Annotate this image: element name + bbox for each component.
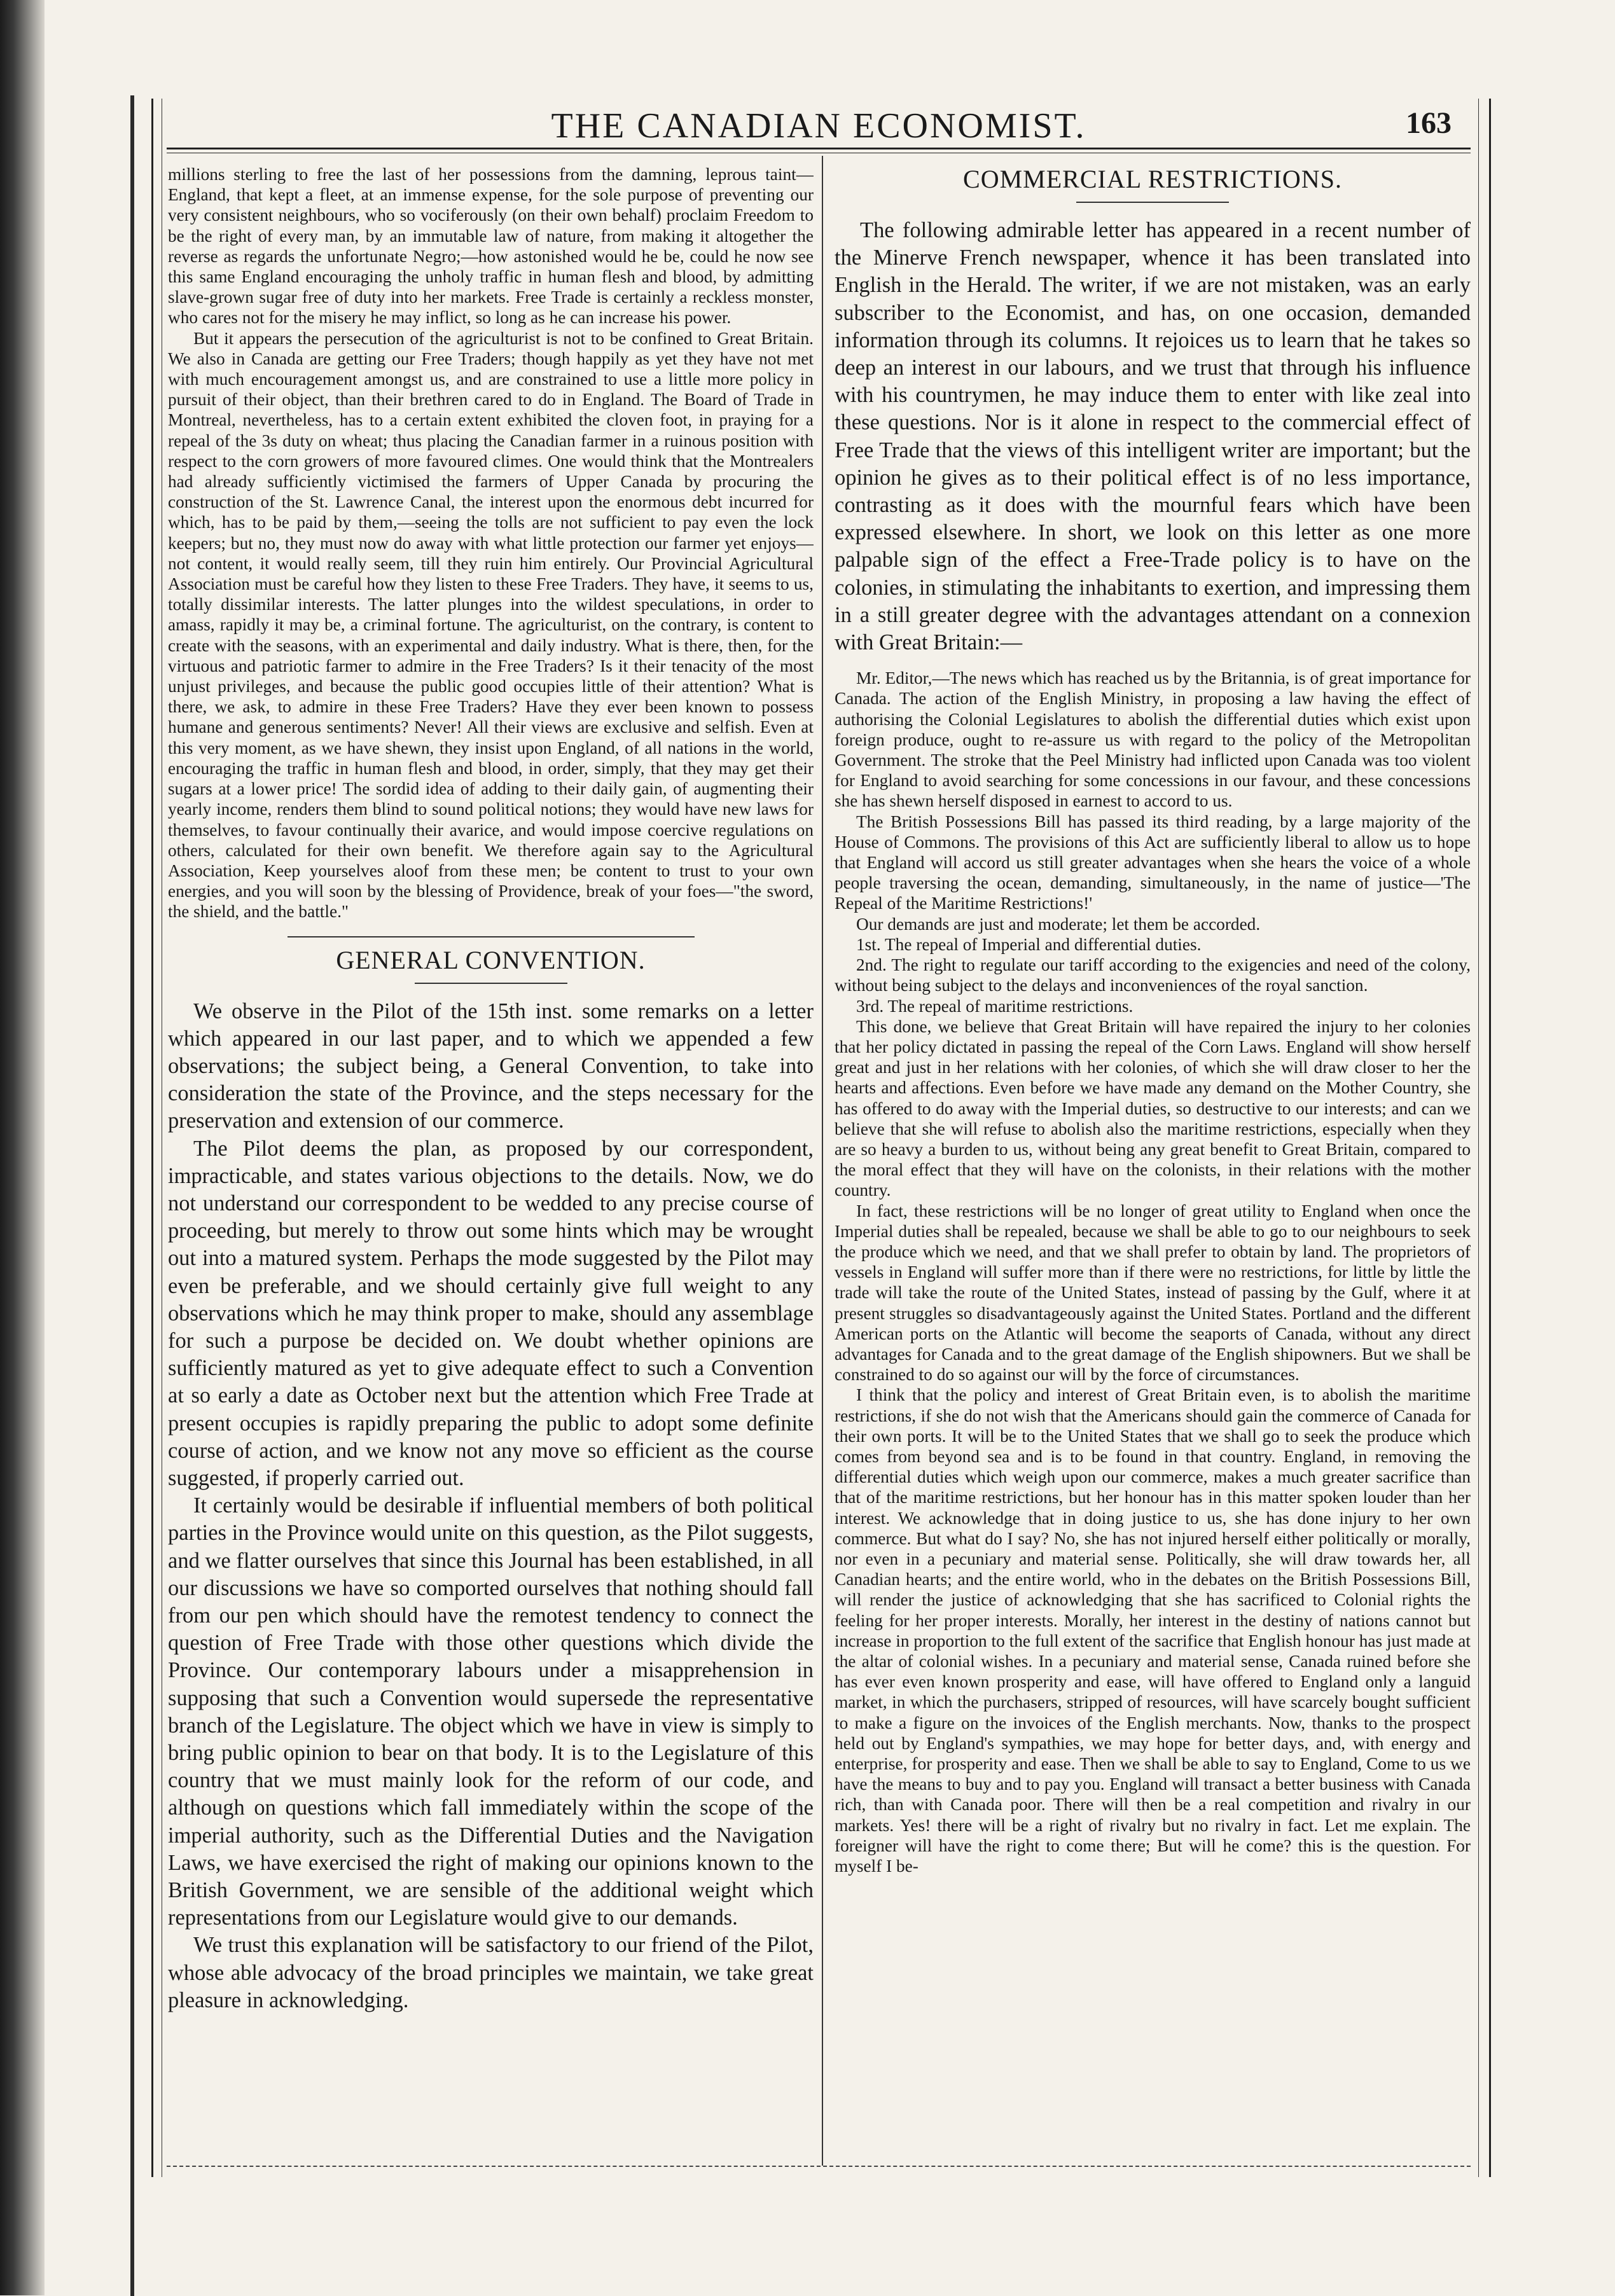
- article-paragraph: millions sterling to free the last of her possessions from the damning, leprous taint—England, that kept a fleet, at an immense expense, for the sole purpose of preventing our very consistent neighbours, who so vociferously (on their own behalf) proclaim Freedom to be the right of every man, by an immutable law of nature, from making it altogether the reverse as regards the unfortunate Negro;—how astonished would he be, could he now see this same England encouraging the unholy traffic in human flesh and blood, by admitting slave-grown sugar free of duty into her markets. Free Trade is certainly a reckless monster, who cares not for the misery he may inflict, so long as he can increase his power.: [168, 165, 814, 328]
- continued-article: [168, 164, 814, 922]
- binding-edge-line: [130, 95, 134, 2296]
- page-number: 163: [1406, 106, 1452, 140]
- section-heading-commercial-restrictions: COMMERCIAL RESTRICTIONS.: [963, 165, 1342, 193]
- letter-paragraph: I think that the policy and interest of Great Britain even, is to abolish the maritime restrictions, if she do not wish that the Americans should gain the commerce of Canada for their own ports. It will be to the United States that we shall go to seek the produce which comes from beyond sea and is to be found in that country. England, in removing the differential duties which weigh upon our commerce, makes a much greater sacrifice than that of the maritime restrictions, but her honour has in this matter spoken louder than her interest. We acknowledge that in doing justice to us, she has done injury to her own commerce. But what do I say? No, she has not injured herself either politically or morally, nor even in a pecuniary and material sense. Politically, she will draw towards her, all Canadian hearts; and the entire world, who in the debates on the British Possessions Bill, will render the justice of acknowledging that she has sacrificed to Colonial rights the feeling for her proper interests. Morally, her interest in the destiny of nations cannot but increase in proportion to the full extent of the sacrifice that English honour has just made at the altar of colonial wishes. In a pecuniary and material sense, Canada ruined before she has ever even known prosperity and ease, will have offered to England only a languid market, in which the purchasers, stripped of resources, will have scarcely bought sufficient to make a figure on the invoices of the English merchants. Now, thanks to the prospect held out by England's sympathies, we may hope for better days, and, with energy and enterprise, for prosperity and ease. Then we shall be able to say to England, Come to us we have the means to buy and to pay you. England will transact a better business with Canada rich, than with Canada poor. There will then be a real competition and rivalry in our markets. Yes! there will be a right of rivalry but no rivalry in fact. Let me explain. The foreigner will have the right to come there; But will he come? this is the question. For myself I be-: [835, 1385, 1471, 1876]
- column-divider: [822, 156, 823, 2166]
- masthead-rule: [167, 148, 1471, 149]
- article-paragraph: But it appears the persecution of the agriculturist is not to be confined to Great Britain. We also in Canada are getting our Free Traders; though happily as yet they have not met with much encouragement amongst us, and are constrained to use a little more policy in pursuit of their object, than their brethren cared to do in England. The Board of Trade in Montreal, nevertheless, has to a certain extent exhibited the cloven foot, in praying for a repeal of the 3s duty on wheat; thus placing the Canadian farmer in a ruinous position with respect to the corn growers of more favoured climes. One would think that the Montrealers had already sufficiently victimised the farmers of Upper Canada by procuring the construction of the St. Lawrence Canal, the interest upon the enormous debt incurred for which, has to be paid by them,—seeing the tolls are not sufficient to pay even the lock keepers; but no, they must now do away with what little protection our farmer yet enjoys—not content, it would really seem, till they ruin him entirely. Our Provincial Agricultural Association must be careful how they listen to these Free Traders. They have, it seems to us, totally dissimilar interests. The latter plunges into the wildest speculations, in order to amass, rapidly it may be, a criminal fortune. The agriculturist, on the contrary, is content to create with the seasons, with an experimental and daily industry. What is there, then, for the virtuous and patriotic farmer to admire in the Free Traders? Is it their tenacity of the most unjust privileges, and because the public good occupies little of their attention? What is there, we ask, to admire in these Free Traders? Have they ever been known to possess humane and generous sentiments? Never! All their views are exclusive and selfish. Even at this very moment, as we have shewn, they insist upon England, of all nations in the world, encouraging the traffic in human flesh and blood, in order, simply, that they may get their sugars at a lower price! The sordid idea of adding to their daily gain, of augmenting their yearly income, renders them blind to sound political notions; they would have new laws for themselves, to favour continually their avarice, and would impose coercive regulations on others, calculated for their own benefit. We therefore again say to the Agricultural Association, Keep yourselves aloof from these men; be content to trust to your own energies, and you will soon by the blessing of Providence, break of your foes—"the sword, the shield, and the battle.": [168, 328, 814, 922]
- masthead-title: THE CANADIAN ECONOMIST.: [551, 106, 1086, 146]
- letter-paragraph: 2nd. The right to regulate our tariff according to the exigencies and need of the colony, without being subject to the delays and inconveniences of the royal sanction.: [835, 955, 1471, 995]
- editor-letter: [835, 668, 1471, 1876]
- letter-paragraph: Mr. Editor,—The news which has reached us by the Britannia, is of great importance for Canada. The action of the English Ministry, in proposing a law having the effect of authorising the Colonial Legislatures to abolish the differential duties which exist upon foreign produce, ought to re-assure us with regard to the policy of the Metropolitan Government. The stroke that the Peel Ministry had inflicted upon Canada was too violent for England to avoid searching for some concessions in our favour, and these concessions she has shewn herself disposed in earnest to accord to us.: [835, 668, 1471, 811]
- letter-paragraph: Our demands are just and moderate; let them be accorded.: [856, 914, 1261, 934]
- article-paragraph: The Pilot deems the plan, as proposed by our correspondent, impracticable, and states various objections to the details. Now, we do not understand our correspondent to be wedded to any precise course of proceeding, but merely to throw out some hints which may be wrought out into a matured system. Perhaps the mode suggested by the Pilot may even be preferable, and we should certainly give full weight to any observations which he may think proper to make, should any assemblage for such a purpose be decided on. We doubt whether opinions are sufficiently matured as yet to give adequate effect to such a Convention at so early a date as October next but the attention which Free Trade at present occupies is rapidly preparing the public to adopt some definite course of action, and we know not any move so efficient as the course suggested, if properly carried out.: [168, 1136, 814, 1490]
- letter-paragraph: In fact, these restrictions will be no longer of great utility to England when once the Imperial duties shall be repealed, because we shall be able to go to our neighbours to seek the produce which we need, and that we shall prefer to obtain by land. The proprietors of vessels in England will suffer more than if there were no restrictions, for little by little the trade will take the route of the United States, instead of passing by the Gulf, where it at present struggles so disadvantageously against the United States. Portland and the different American ports on the Atlantic will become the seaports of Canada, without any direct advantages for Canada and to the great damage of the English shipowners. But we shall be constrained to do so against our will by the force of circumstances.: [835, 1201, 1471, 1385]
- letter-paragraph: The British Possessions Bill has passed its third reading, by a large majority of the House of Commons. The provisions of this Act are sufficiently liberal to allow us to hope that England will accord us still greater advantages when she hears the voice of a whole people traversing the ocean, demanding, simultaneously, in the name of justice—'The Repeal of the Maritime Restrictions!': [835, 812, 1471, 913]
- page-bottom-rule: [167, 2166, 1471, 2167]
- left-column: [168, 164, 814, 2161]
- book-spine-shadow: [0, 0, 45, 2295]
- general-convention-article: [168, 998, 814, 2015]
- masthead: [167, 102, 1471, 148]
- section-rule: [288, 936, 695, 937]
- intro-paragraph: The following admirable letter has appeared in a recent number of the Minerve French newspaper, whence it has been translated into English in the Herald. The writer, if we are not mistaken, was an early subscriber to the Economist, and has, on one occasion, demanded information through its columns. It rejoices us to learn that he takes so deep an interest in our labours, and we trust that through his influence with his countrymen, he may induce them to enter with like zeal into these questions. Nor is it alone in respect to the commercial effect of Free Trade that the views of this intelligent writer are important; but the opinion he gives as to their political effect is of no less importance, contrasting as it does with the mournful fears which have been expressed elsewhere. In short, we look on this letter as one more palpable sign of the effect a Free-Trade policy is to have on the colonies, in stimulating the inhabitants to exertion, and impressing them in a still greater degree with the advantages attendant on a connexion with Great Britain:—: [835, 218, 1471, 655]
- letter-paragraph: 1st. The repeal of Imperial and differential duties.: [856, 934, 1202, 954]
- commercial-restrictions-intro: [835, 217, 1471, 656]
- article-paragraph: We trust this explanation will be satisfactory to our friend of the Pilot, whose able advocacy of the broad principles we maintain, we take great pleasure in acknowledging.: [168, 1933, 814, 2012]
- letter-paragraph: 3rd. The repeal of maritime restrictions.: [856, 996, 1133, 1016]
- article-paragraph: We observe in the Pilot of the 15th inst. some remarks on a letter which appeared in our last paper, and to which we appended a few observations; the subject being, a General Convention, to take into consideration the state of the Province, and the steps necessary for the preservation and extension of our commerce.: [168, 999, 814, 1133]
- right-column: [835, 164, 1471, 2161]
- article-paragraph: It certainly would be desirable if influential members of both political parties in the Province would unite on this question, as the Pilot suggests, and we flatter ourselves that since this Journal has been established, in all our discussions we have so comported ourselves that nothing should fall from our pen which should have the remotest tendency to connect the question of Free Trade with those other questions which divide the Province. Our contemporary labours under a misapprehension in supposing that such a Convention would supersede the representative branch of the Legislature. The object which we have in view is simply to bring public opinion to bear on that body. It is to the Legislature of this country that we must mainly look for the reform of our code, and although on questions which fall immediately within the scope of the imperial authority, such as the Differential Duties and the Navigation Laws, we have exercised the right of making our opinions known to the British Government, we are sensible of the additional weight which representations from our Legislature would give to our demands.: [168, 1493, 814, 1930]
- letter-paragraph: This done, we believe that Great Britain will have repaired the injury to her colonies that her policy dictated in passing the repeal of the Corn Laws. England will show herself great and just in her relations with her colonies, of which she will draw closer to her the hearts and affections. Even before we have made any demand on the Mother Country, she has offered to do away with the Imperial duties, so destructive to our interests; and can we believe that she will refuse to abolish also the maritime restrictions, especially when they are so heavy a burden to us, without being any great benefit to Great Britain, compared to the moral effect that they will have on the colonists, in their relations with the mother country.: [835, 1016, 1471, 1200]
- section-heading-general-convention: GENERAL CONVENTION.: [336, 945, 646, 974]
